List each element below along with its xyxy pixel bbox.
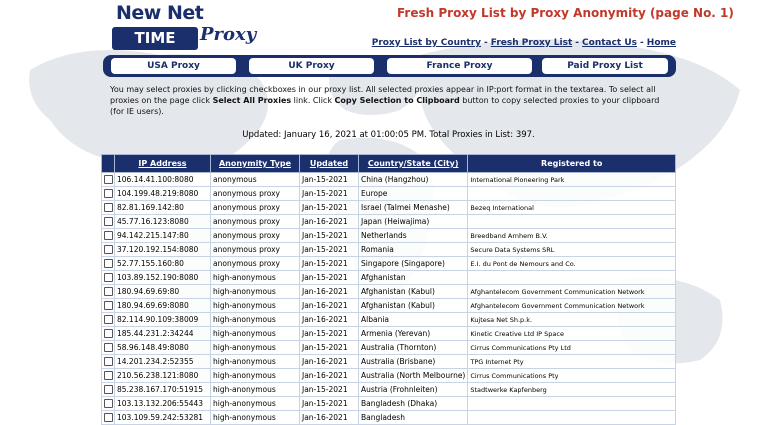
header-updated[interactable] <box>300 155 359 173</box>
cell-anonymity: anonymous proxy <box>211 229 300 243</box>
sort-anonymity-type[interactable]: Anonymity Type <box>218 159 292 168</box>
row-checkbox-cell <box>102 341 115 355</box>
cell-ip: 103.13.132.206:55443 <box>115 397 211 411</box>
table-row <box>102 341 676 355</box>
cell-country: Austria (Frohnleiten) <box>359 383 468 397</box>
table-row <box>102 187 676 201</box>
header-ip-address[interactable] <box>115 155 211 173</box>
cell-registered <box>468 187 676 201</box>
cell-country: Romania <box>359 243 468 257</box>
intro-part: You may select proxies by clicking checkboxes in our proxy list. All selected proxies appear in IP:port format in the textarea. To select all proxies on the page click <box>110 85 656 105</box>
proxy-checkbox[interactable] <box>104 273 113 282</box>
cell-ip: 94.142.215.147:80 <box>115 229 211 243</box>
table-row <box>102 355 676 369</box>
header-checkbox-col <box>102 155 115 173</box>
cell-registered: Bezeq International <box>468 201 676 215</box>
cell-updated: Jan-15-2021 <box>300 271 359 285</box>
proxy-checkbox[interactable] <box>104 413 113 422</box>
cell-anonymity: high-anonymous <box>211 285 300 299</box>
row-checkbox-cell <box>102 201 115 215</box>
cell-registered: Kujtesa Net Sh.p.k. <box>468 313 676 327</box>
cell-country: Bangladesh <box>359 411 468 425</box>
nav-usa-proxy[interactable]: USA Proxy <box>111 58 236 74</box>
cell-country: Armenia (Yerevan) <box>359 327 468 341</box>
cell-updated: Jan-16-2021 <box>300 299 359 313</box>
updated-status: Updated: January 16, 2021 at 01:00:05 PM. Total Proxies in List: 397. <box>242 130 535 140</box>
intro-part: button to copy selected proxies to your clipboard (for IE users). <box>110 96 660 116</box>
cell-registered: Stadtwerke Kapfenberg <box>468 383 676 397</box>
cell-anonymity: high-anonymous <box>211 327 300 341</box>
cell-anonymity: high-anonymous <box>211 355 300 369</box>
cell-updated: Jan-16-2021 <box>300 215 359 229</box>
cell-anonymity: high-anonymous <box>211 397 300 411</box>
table-row <box>102 215 676 229</box>
cell-registered: International Pioneering Park <box>468 173 676 187</box>
proxy-checkbox[interactable] <box>104 399 113 408</box>
sort-ip-address[interactable]: IP Address <box>138 159 187 168</box>
cell-anonymity: high-anonymous <box>211 299 300 313</box>
cell-anonymity: high-anonymous <box>211 369 300 383</box>
link-fresh-proxy-list[interactable]: Fresh Proxy List <box>490 38 573 48</box>
proxy-checkbox[interactable] <box>104 245 113 254</box>
table-header-row <box>102 155 676 173</box>
cell-registered: Cirrus Communications Pty Ltd <box>468 341 676 355</box>
row-checkbox-cell <box>102 187 115 201</box>
proxy-checkbox[interactable] <box>104 371 113 380</box>
cell-updated: Jan-15-2021 <box>300 243 359 257</box>
cell-country: Afghanistan (Kabul) <box>359 285 468 299</box>
proxy-checkbox[interactable] <box>104 301 113 310</box>
cell-ip: 85.238.167.170:51915 <box>115 383 211 397</box>
row-checkbox-cell <box>102 313 115 327</box>
header-anonymity-type[interactable] <box>211 155 300 173</box>
table-row <box>102 299 676 313</box>
row-checkbox-cell <box>102 215 115 229</box>
cell-anonymity: high-anonymous <box>211 313 300 327</box>
table-row <box>102 173 676 187</box>
proxy-checkbox[interactable] <box>104 217 113 226</box>
proxy-checkbox[interactable] <box>104 385 113 394</box>
row-checkbox-cell <box>102 411 115 425</box>
proxy-checkbox[interactable] <box>104 343 113 352</box>
cell-updated: Jan-16-2021 <box>300 411 359 425</box>
cell-country: Europe <box>359 187 468 201</box>
proxy-checkbox[interactable] <box>104 315 113 324</box>
intro-select-all-label: Select All Proxies <box>212 96 292 105</box>
intro-text <box>110 84 670 117</box>
row-checkbox-cell <box>102 271 115 285</box>
link-separator: - <box>484 38 488 48</box>
proxy-table <box>101 154 676 425</box>
cell-updated: Jan-16-2021 <box>300 285 359 299</box>
cell-ip: 103.89.152.190:8080 <box>115 271 211 285</box>
table-row <box>102 201 676 215</box>
link-contact-us[interactable]: Contact Us <box>582 38 638 48</box>
table-row <box>102 257 676 271</box>
cell-updated: Jan-15-2021 <box>300 257 359 271</box>
cell-ip: 82.114.90.109:38009 <box>115 313 211 327</box>
table-row <box>102 243 676 257</box>
logo-text-time: TIME <box>112 27 198 50</box>
page-title: Fresh Proxy List by Proxy Anonymity (page No. 1) <box>397 6 734 20</box>
cell-registered: Afghantelecom Government Communication Network <box>468 285 676 299</box>
row-checkbox-cell <box>102 327 115 341</box>
cell-anonymity: anonymous proxy <box>211 243 300 257</box>
cell-anonymity: anonymous <box>211 173 300 187</box>
cell-registered <box>468 271 676 285</box>
cell-country: Afghanistan <box>359 271 468 285</box>
cell-anonymity: anonymous proxy <box>211 187 300 201</box>
cell-country: Singapore (Singapore) <box>359 257 468 271</box>
sort-country[interactable]: Country/State (City) <box>367 159 459 168</box>
row-checkbox-cell <box>102 243 115 257</box>
table-row <box>102 313 676 327</box>
cell-anonymity: high-anonymous <box>211 341 300 355</box>
cell-country: Israel (Talmei Menashe) <box>359 201 468 215</box>
cell-country: Australia (North Melbourne) <box>359 369 468 383</box>
top-links <box>372 38 676 48</box>
table-row <box>102 383 676 397</box>
proxy-checkbox[interactable] <box>104 329 113 338</box>
nav-paid-proxy-list[interactable]: Paid Proxy List <box>542 58 668 74</box>
cell-anonymity: anonymous proxy <box>211 257 300 271</box>
proxy-checkbox[interactable] <box>104 259 113 268</box>
table-row <box>102 397 676 411</box>
link-separator: - <box>575 38 580 48</box>
cell-updated: Jan-16-2021 <box>300 313 359 327</box>
cell-ip: 14.201.234.2:52355 <box>115 355 211 369</box>
cell-registered: Breedband Arnhem B.V. <box>468 229 676 243</box>
cell-ip: 37.120.192.154:8080 <box>115 243 211 257</box>
sort-updated[interactable]: Updated <box>309 159 349 168</box>
cell-updated: Jan-15-2021 <box>300 383 359 397</box>
table-row <box>102 271 676 285</box>
link-separator: - <box>640 38 644 48</box>
logo-text-proxy: Proxy <box>200 24 257 45</box>
cell-country: Australia (Thornton) <box>359 341 468 355</box>
cell-country: Afghanistan (Kabul) <box>359 299 468 313</box>
row-checkbox-cell <box>102 369 115 383</box>
proxy-checkbox[interactable] <box>104 231 113 240</box>
cell-ip: 185.44.231.2:34244 <box>115 327 211 341</box>
link-proxy-list-by-country[interactable]: Proxy List by Country <box>371 38 482 48</box>
cell-registered <box>468 215 676 229</box>
nav-bar <box>103 55 676 77</box>
nav-france-proxy[interactable]: France Proxy <box>387 58 532 74</box>
cell-country: Netherlands <box>359 229 468 243</box>
proxy-checkbox[interactable] <box>104 189 113 198</box>
intro-copy-label: Copy Selection to Clipboard <box>334 96 460 105</box>
cell-ip: 52.77.155.160:80 <box>115 257 211 271</box>
cell-registered: Afghantelecom Government Communication Network <box>468 299 676 313</box>
cell-ip: 106.14.41.100:8080 <box>115 173 211 187</box>
nav-uk-proxy[interactable]: UK Proxy <box>249 58 374 74</box>
cell-country: China (Hangzhou) <box>359 173 468 187</box>
table-row <box>102 285 676 299</box>
header-country[interactable] <box>359 155 468 173</box>
cell-updated: Jan-15-2021 <box>300 327 359 341</box>
cell-anonymity: high-anonymous <box>211 271 300 285</box>
table-row <box>102 229 676 243</box>
cell-registered: E.I. du Pont de Nemours and Co. <box>468 257 676 271</box>
table-row <box>102 411 676 425</box>
cell-anonymity: anonymous proxy <box>211 201 300 215</box>
link-home[interactable]: Home <box>646 38 676 48</box>
row-checkbox-cell <box>102 257 115 271</box>
cell-registered: Secure Data Systems SRL <box>468 243 676 257</box>
proxy-checkbox[interactable] <box>104 175 113 184</box>
row-checkbox-cell <box>102 285 115 299</box>
cell-ip: 210.56.238.121:8080 <box>115 369 211 383</box>
cell-ip: 82.81.169.142:80 <box>115 201 211 215</box>
cell-country: Japan (Heiwajima) <box>359 215 468 229</box>
proxy-checkbox[interactable] <box>104 287 113 296</box>
cell-ip: 180.94.69.69:80 <box>115 285 211 299</box>
cell-updated: Jan-16-2021 <box>300 355 359 369</box>
cell-country: Albania <box>359 313 468 327</box>
cell-anonymity: high-anonymous <box>211 383 300 397</box>
cell-registered: Cirrus Communications Pty <box>468 369 676 383</box>
cell-updated: Jan-15-2021 <box>300 173 359 187</box>
logo-text-new-net: New Net <box>116 2 204 24</box>
cell-ip: 58.96.148.49:8080 <box>115 341 211 355</box>
cell-anonymity: anonymous proxy <box>211 215 300 229</box>
cell-updated: Jan-15-2021 <box>300 397 359 411</box>
table-row <box>102 327 676 341</box>
cell-updated: Jan-15-2021 <box>300 341 359 355</box>
row-checkbox-cell <box>102 355 115 369</box>
cell-anonymity: high-anonymous <box>211 411 300 425</box>
row-checkbox-cell <box>102 397 115 411</box>
cell-ip: 104.199.48.219:8080 <box>115 187 211 201</box>
table-row <box>102 369 676 383</box>
cell-registered: TPG Internet Pty <box>468 355 676 369</box>
cell-updated: Jan-15-2021 <box>300 187 359 201</box>
cell-ip: 45.77.16.123:8080 <box>115 215 211 229</box>
cell-ip: 103.109.59.242:53281 <box>115 411 211 425</box>
site-logo[interactable] <box>110 2 257 52</box>
row-checkbox-cell <box>102 173 115 187</box>
row-checkbox-cell <box>102 383 115 397</box>
row-checkbox-cell <box>102 229 115 243</box>
cell-country: Australia (Brisbane) <box>359 355 468 369</box>
cell-registered: Kinetic Creative Ltd IP Space <box>468 327 676 341</box>
cell-ip: 180.94.69.69:8080 <box>115 299 211 313</box>
header-registered-to: Registered to <box>468 155 676 173</box>
cell-updated: Jan-16-2021 <box>300 369 359 383</box>
cell-updated: Jan-15-2021 <box>300 201 359 215</box>
intro-part: link. Click <box>291 96 335 105</box>
proxy-checkbox[interactable] <box>104 357 113 366</box>
row-checkbox-cell <box>102 299 115 313</box>
proxy-checkbox[interactable] <box>104 203 113 212</box>
cell-registered <box>468 397 676 411</box>
cell-updated: Jan-15-2021 <box>300 229 359 243</box>
cell-registered <box>468 411 676 425</box>
cell-country: Bangladesh (Dhaka) <box>359 397 468 411</box>
